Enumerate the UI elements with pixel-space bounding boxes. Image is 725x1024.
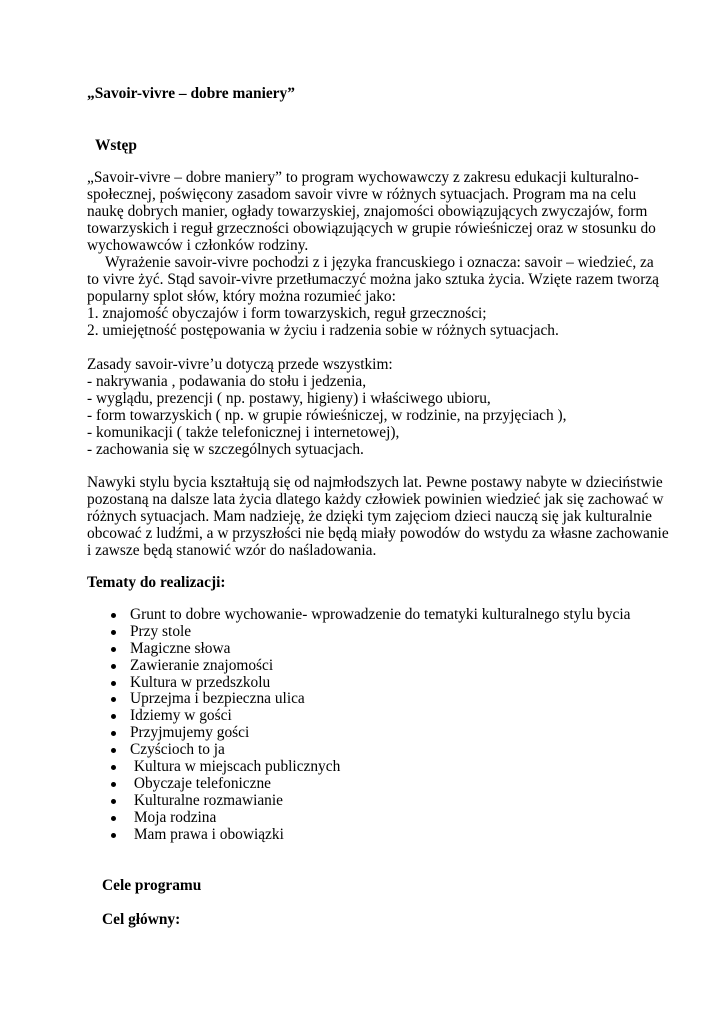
list-item: Kulturalne rozmawianie	[130, 791, 283, 809]
rules-line: - form towarzyskich ( np. w grupie rówieśniczej, w rodzinie, na przyjęciach ),	[87, 407, 567, 424]
rules-line: - zachowania się w szczególnych sytuacjach.	[87, 441, 364, 458]
intro-line: wychowawców i członków rodziny.	[87, 237, 309, 254]
intro-line: towarzyskich i reguł grzeczności obowiązujących w grupie rówieśniczej oraz w stosunku do	[87, 220, 656, 237]
list-item: Kultura w przedszkolu	[130, 673, 271, 691]
rules-line: - nakrywania , podawania do stołu i jedzenia,	[87, 373, 367, 390]
list-item: Obyczaje telefoniczne	[130, 774, 271, 792]
rules-line: - wyglądu, prezencji ( np. postawy, higieny) i właściwego ubioru,	[87, 390, 491, 407]
habits-line: obcować z ludźmi, a w przyszłości nie będą miały powodów do wstydu za własne zachowanie	[87, 525, 669, 542]
origin-line: to vivre żyć. Stąd savoir-vivre przetłumaczyć można jako sztuka życia. Wzięte razem tworzą	[87, 271, 660, 288]
list-item: Kultura w miejscach publicznych	[130, 758, 341, 776]
rules-paragraph	[87, 356, 647, 458]
intro-line: „Savoir-vivre – dobre maniery” to program wychowawczy z zakresu edukacji kulturalno-	[87, 169, 639, 186]
topics-heading: Tematy do realizacji:	[87, 574, 226, 591]
origin-line: 1. znajomość obyczajów i form towarzyskich, reguł grzeczności;	[87, 305, 487, 322]
list-item: Czyścioch to ja	[130, 741, 225, 759]
origin-line: Wyrażenie savoir-vivre pochodzi z i języka francuskiego i oznacza: savoir – wiedzieć, za	[105, 254, 654, 271]
habits-paragraph	[87, 474, 669, 559]
goals-heading: Cele programu	[102, 877, 202, 894]
rules-line: Zasady savoir-vivre’u dotyczą przede wszystkim:	[87, 356, 393, 373]
intro-line: społecznej, poświęcony zasadom savoir vivre w różnych sytuacjach. Program ma na celu	[87, 186, 637, 203]
list-item: Moja rodzina	[130, 808, 217, 826]
habits-line: różnych sytuacjach. Mam nadzieję, że dzięki tym zajęciom dzieci nauczą się jak kulturalnie	[87, 508, 652, 525]
intro-paragraph	[87, 169, 656, 254]
list-item: Uprzejma i bezpieczna ulica	[130, 690, 305, 708]
origin-line: popularny splot słów, który można rozumieć jako:	[87, 288, 396, 305]
list-item: Magiczne słowa	[130, 639, 231, 657]
list-item: Grunt to dobre wychowanie- wprowadzenie do tematyki kulturalnego stylu bycia	[130, 606, 631, 623]
intro-heading: Wstęp	[95, 137, 137, 154]
intro-line: naukę dobrych manier, ogłady towarzyskiej, znajomości obowiązujących zwyczajów, form	[87, 203, 648, 220]
topics-list	[87, 606, 647, 842]
main-goal-heading: Cel główny:	[102, 911, 181, 928]
habits-line: pozostaną na dalsze lata życia dlatego każdy człowiek powinien wiedzieć jak się zachować w	[87, 491, 664, 508]
list-item: Przy stole	[130, 622, 192, 640]
habits-line: Nawyki stylu bycia kształtują się od najmłodszych lat. Pewne postawy nabyte w dzieciństwie	[87, 474, 663, 491]
list-item: Idziemy w gości	[130, 707, 232, 725]
list-item: Przyjmujemy gości	[130, 724, 250, 742]
rules-line: - komunikacji ( także telefonicznej i internetowej),	[87, 424, 400, 441]
origin-paragraph	[87, 254, 660, 339]
list-item: Zawieranie znajomości	[130, 656, 274, 674]
document-title: „Savoir-vivre – dobre maniery”	[87, 85, 295, 102]
origin-line: 2. umiejętność postępowania w życiu i radzenia sobie w różnych sytuacjach.	[87, 322, 559, 339]
list-item: Mam prawa i obowiązki	[130, 825, 284, 843]
habits-line: i zawsze będą stanowić wzór do naśladowania.	[87, 542, 377, 559]
